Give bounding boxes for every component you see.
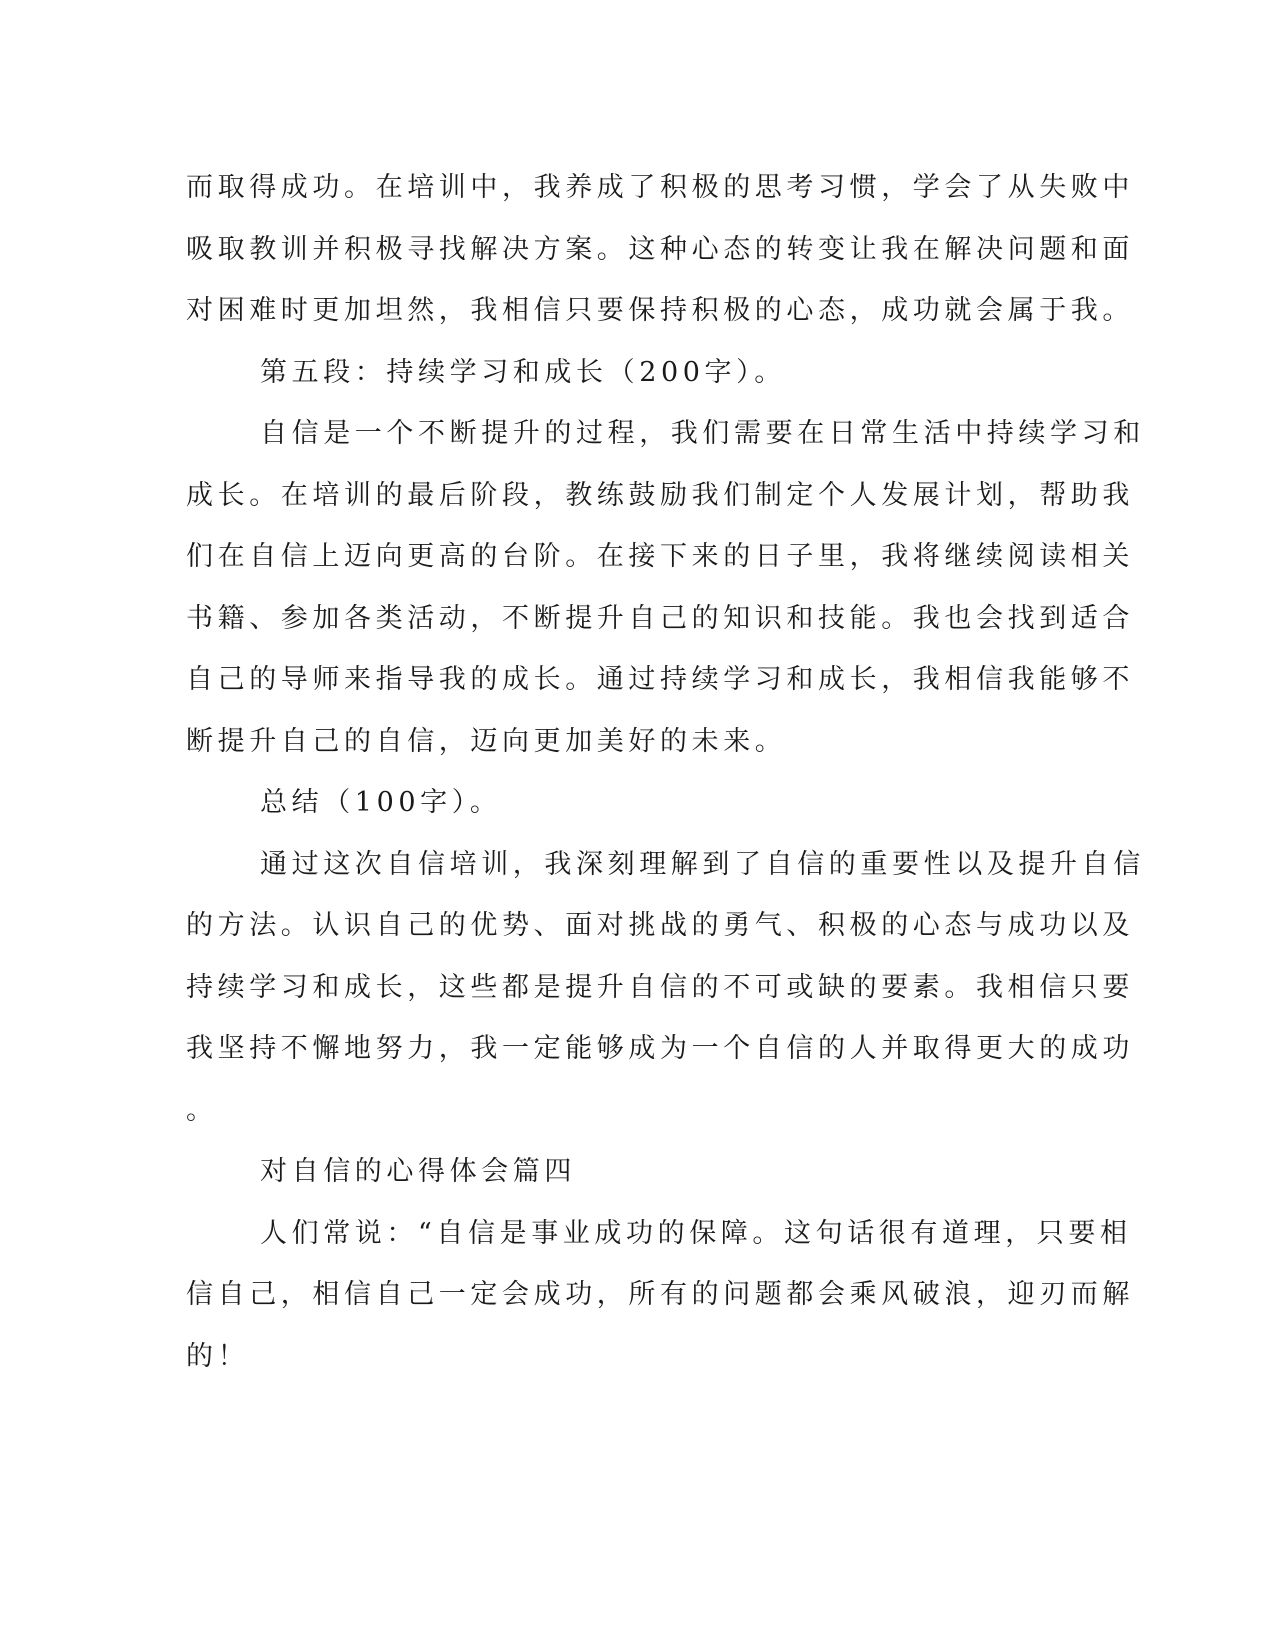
text-line: 我坚持不懈地努力，我一定能够成为一个自信的人并取得更大的成功 xyxy=(186,1033,1134,1064)
text-line: 而取得成功。在培训中，我养成了积极的思考习惯，学会了从失败中 xyxy=(186,172,1134,203)
text-line: 对困难时更加坦然，我相信只要保持积极的心态，成功就会属于我。 xyxy=(186,295,1134,326)
text-line: 自信是一个不断提升的过程，我们需要在日常生活中持续学习和 xyxy=(260,418,1145,449)
text-line: 持续学习和成长，这些都是提升自信的不可或缺的要素。我相信只要 xyxy=(186,971,1134,1003)
text-line: 书籍、参加各类活动，不断提升自己的知识和技能。我也会找到适合 xyxy=(186,602,1134,634)
text-line: 。 xyxy=(186,1094,218,1126)
text-line: 自己的导师来指导我的成长。通过持续学习和成长，我相信我能够不 xyxy=(186,664,1134,695)
text-line: 断提升自己的自信，迈向更加美好的未来。 xyxy=(186,725,787,757)
text-line: 通过这次自信培训，我深刻理解到了自信的重要性以及提升自信 xyxy=(260,848,1145,880)
text-line: 的方法。认识自己的优势、面对挑战的勇气、积极的心态与成功以及 xyxy=(186,910,1134,941)
text-line: 信自己，相信自己一定会成功，所有的问题都会乘风破浪，迎刃而解 xyxy=(186,1279,1134,1310)
text-line: 成长。在培训的最后阶段，教练鼓励我们制定个人发展计划，帮助我 xyxy=(186,479,1134,511)
text-line: 人们常说：“自信是事业成功的保障。这句话很有道理，只要相 xyxy=(260,1217,1132,1249)
article-title: 对自信的心得体会篇四 xyxy=(260,1156,576,1187)
text-line: 吸取教训并积极寻找解决方案。这种心态的转变让我在解决问题和面 xyxy=(186,233,1134,265)
text-line: 们在自信上迈向更高的台阶。在接下来的日子里，我将继续阅读相关 xyxy=(186,541,1134,572)
section-heading: 第五段：持续学习和成长（200字）。 xyxy=(260,356,786,388)
section-heading: 总结（100字）。 xyxy=(260,787,502,818)
text-line: 的！ xyxy=(186,1340,250,1372)
document-body xyxy=(186,157,1145,1387)
